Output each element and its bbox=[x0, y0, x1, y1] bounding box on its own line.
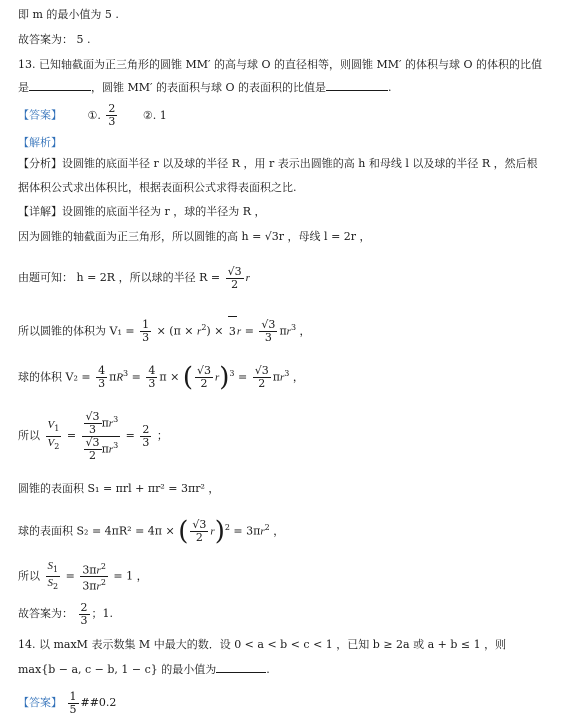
text: ，圆锥 MM′ 的表面积与球 O 的表面积的比值是 bbox=[91, 81, 327, 94]
analysis-tag: 【解析】 bbox=[18, 136, 62, 149]
answer-14-line: 【答案】 $\frac{1}{5}$ ##0.2 bbox=[18, 689, 117, 716]
answer-tag: 【答案】 bbox=[18, 108, 62, 122]
formula-v2: 球的体积 V₂ = $\frac{4}{3}$ $\pi R^3$ = $\frac{4}{3}$ π × ( $\frac{√3}{2}$ r)$^3$ = $\frac{√3}{2}$ $\pi r^3$ ， bbox=[18, 362, 304, 393]
text-line: 故答案为： 5 . bbox=[18, 33, 91, 46]
answer-tag: 【答案】 bbox=[18, 696, 62, 709]
text: ②. 1 bbox=[142, 108, 167, 122]
formula-s1: 圆锥的表面积 S₁ = πrl + πr² = 3πr² ， bbox=[18, 482, 220, 495]
formula-s2: 球的表面积 S₂ = 4πR² = 4π × ( $\frac{√3}{2}$ $r)^2 = 3\pi r^2$ ， bbox=[18, 516, 285, 547]
formula-v1: 所以圆锥的体积为 V₁ = $\frac{1}{3}$ × $(\pi \times r^2) \times 3r$ = $\frac{√3}{3}$ $\pi r^3$ ， bbox=[18, 313, 311, 347]
answer-blank bbox=[216, 662, 266, 673]
analysis-line-2: 据体积公式求出体积比，根据表面积公式求得表面积之比. bbox=[18, 181, 297, 194]
question-13-line-1: 13. 已知轴截面为正三角形的圆锥 MM′ 的高与球 O 的直径相等，则圆锥 MM′ 的体积与球 O 的体积的比值 bbox=[18, 58, 543, 71]
question-14-line-1: 14. 以 maxM 表示数集 M 中最大的数．设 0 < a < b < c < 1 ，已知 b ≥ 2a 或 a + b ≤ 1 ，则 bbox=[18, 638, 507, 651]
answer-blank bbox=[29, 80, 91, 91]
fraction: $\frac{2}{3}$ bbox=[108, 102, 116, 128]
analysis-line-1: 【分析】设圆锥的底面半径 r 以及球的半径 R ，用 r 表示出圆锥的高 h 和母线 l 以及球的半径 R ，然后根 bbox=[18, 157, 538, 170]
formula-surface-ratio: 所以 $\frac{S_1}{S_2}$ = $\frac{3\pi r^2}{3\pi r^2}$ = 1 ， bbox=[18, 560, 148, 593]
text: 是 bbox=[18, 81, 29, 94]
formula-volume-ratio: 所以 $\frac{V_1}{V_2}$ = $\frac{√3}{3}$ $\pi r^3$ $\frac{√3}{2}$ $\pi r^3$ = $\frac{2}{3}$ ； bbox=[18, 409, 168, 462]
question-14-line-2: max{b − a, c − b, 1 − c} 的最小值为 . bbox=[18, 663, 270, 676]
detail-line: 因为圆锥的轴截面为正三角形，所以圆锥的高 h = √3r ，母线 l = 2r ， bbox=[18, 230, 371, 243]
text-line: 即 m 的最小值为 5 . bbox=[18, 8, 119, 21]
text: ①. bbox=[87, 108, 101, 122]
question-13-line-2: 是 ，圆锥 MM′ 的表面积与球 O 的表面积的比值是 . bbox=[18, 81, 392, 94]
final-answer: 故答案为： $\frac{2}{3}$ ；1. bbox=[18, 600, 113, 627]
detail-line: 【详解】设圆锥的底面半径为 r ，球的半径为 R ， bbox=[18, 205, 266, 218]
fraction: $\frac{1}{5}$ bbox=[69, 689, 77, 716]
formula-radius: 由题可知： h = 2R ，所以球的半径 R = $\frac{√3}{2}$ r bbox=[18, 264, 250, 291]
answer-blank bbox=[326, 80, 388, 91]
answer-13-line bbox=[18, 103, 167, 128]
